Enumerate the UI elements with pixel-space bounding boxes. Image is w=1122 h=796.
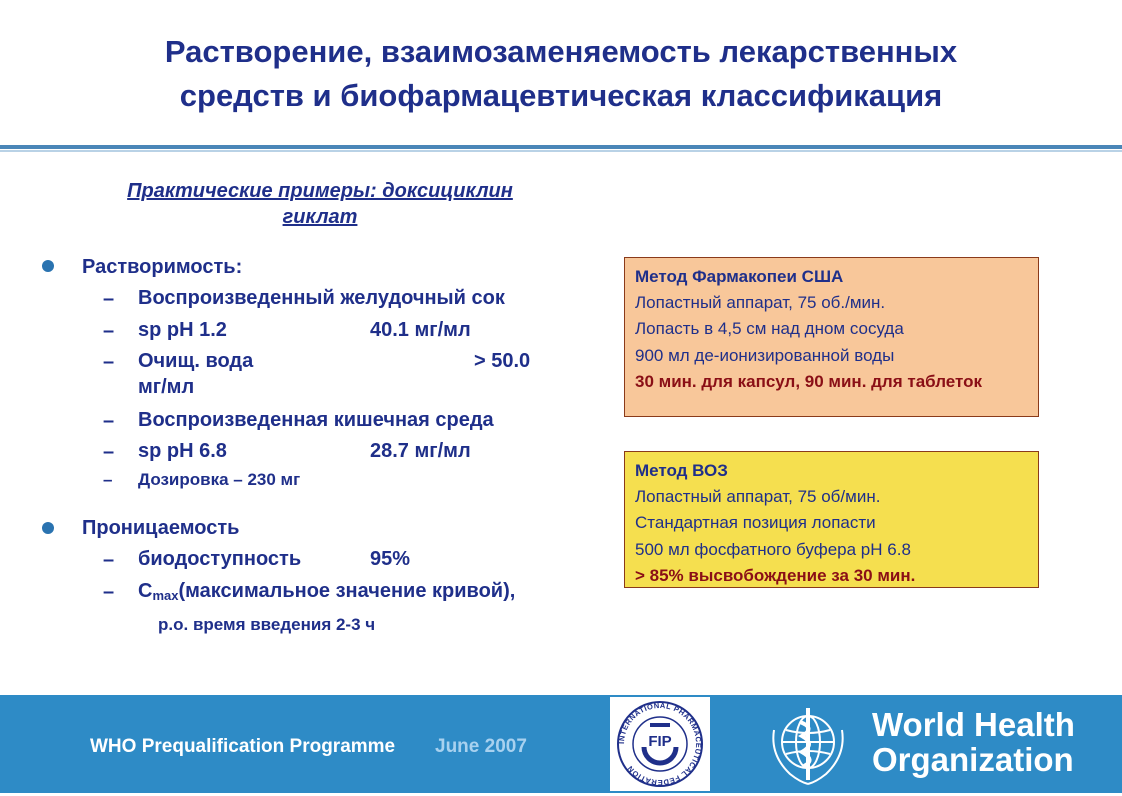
dash-marker: – bbox=[103, 320, 115, 342]
who-wordmark-line-2: Organization bbox=[872, 741, 1074, 778]
fip-ring-text: INTERNATIONAL PHARMACEUTICAL FEDERATION bbox=[616, 700, 704, 788]
permeability-item-1: биодоступность bbox=[138, 548, 302, 570]
solubility-item-2: sp pH 1.2 bbox=[138, 319, 227, 341]
who-wordmark-line-1: World Health bbox=[872, 706, 1075, 743]
who-wordmark bbox=[872, 707, 1075, 777]
solubility-heading: Растворимость: bbox=[82, 256, 243, 278]
cmax-description: (максимальное значение кривой), bbox=[178, 580, 516, 602]
solubility-value-2: 40.1 мг/мл bbox=[370, 319, 471, 341]
fip-logo bbox=[610, 697, 710, 791]
who-box-line-2: Стандартная позиция лопасти bbox=[635, 513, 876, 533]
usp-box-line-1: Лопастный аппарат, 75 об./мин. bbox=[635, 293, 886, 313]
who-box-emphasis: > 85% высвобождение за 30 мин. bbox=[635, 565, 916, 585]
solubility-item-4: Воспроизведенная кишечная среда bbox=[138, 409, 494, 431]
solubility-item-3: Очищ. вода bbox=[138, 350, 254, 372]
bullet-icon bbox=[42, 260, 54, 272]
footer-date: June 2007 bbox=[435, 736, 527, 757]
solubility-item-5: sp pH 6.8 bbox=[138, 440, 227, 462]
solubility-value-3: > 50.0 bbox=[474, 350, 531, 372]
solubility-item-6: Дозировка – 230 мг bbox=[138, 470, 301, 489]
solubility-value-5: 28.7 мг/мл bbox=[370, 440, 471, 462]
usp-box-title: Метод Фармакопеи США bbox=[635, 267, 844, 286]
title-divider-shadow bbox=[0, 150, 1122, 152]
permeability-value-1: 95% bbox=[370, 548, 411, 570]
title-divider bbox=[0, 145, 1122, 149]
dash-marker: – bbox=[103, 351, 115, 373]
dash-marker: – bbox=[103, 410, 115, 432]
cmax-symbol: C bbox=[138, 580, 153, 602]
permeability-item-2-detail: p.o. время введения 2-3 ч bbox=[158, 615, 376, 634]
usp-box-line-2: Лопасть в 4,5 см над дном сосуда bbox=[635, 319, 904, 339]
slide-title bbox=[0, 30, 1122, 118]
usp-box-emphasis: 30 мин. для капсул, 90 мин. для таблеток bbox=[635, 371, 983, 391]
cmax-subscript: max bbox=[152, 588, 179, 603]
dash-marker: – bbox=[103, 581, 115, 603]
subtitle-line-2: гиклат bbox=[282, 206, 358, 228]
usp-box-line-3: 900 мл де-ионизированной воды bbox=[635, 345, 895, 365]
title-line-1: Растворение, взаимозаменяемость лекарственных bbox=[164, 34, 958, 69]
permeability-heading: Проницаемость bbox=[82, 517, 240, 539]
permeability-item-2 bbox=[138, 578, 515, 609]
dash-marker: – bbox=[103, 470, 113, 489]
who-emblem-icon bbox=[760, 700, 856, 790]
fip-abbr: FIP bbox=[648, 733, 672, 750]
solubility-item-1: Воспроизведенный желудочный сок bbox=[138, 287, 505, 309]
solubility-item-3-unit: мг/мл bbox=[138, 376, 195, 398]
usp-method-box bbox=[624, 257, 1039, 417]
section-subtitle bbox=[60, 178, 580, 230]
dash-marker: – bbox=[103, 441, 115, 463]
who-box-title: Метод ВОЗ bbox=[635, 461, 728, 480]
title-line-2: средств и биофармацевтическая классификация bbox=[179, 78, 943, 113]
dash-marker: – bbox=[103, 549, 115, 571]
who-box-line-1: Лопастный аппарат, 75 об/мин. bbox=[635, 487, 881, 507]
who-box-line-3: 500 мл фосфатного буфера pH 6.8 bbox=[635, 539, 911, 559]
dash-marker: – bbox=[103, 288, 115, 310]
who-method-box bbox=[624, 451, 1039, 588]
footer-programme: WHO Prequalification Programme bbox=[90, 736, 396, 757]
fip-logo-icon bbox=[610, 697, 710, 791]
bullet-icon bbox=[42, 522, 54, 534]
subtitle-line-1: Практические примеры: доксициклин bbox=[127, 180, 513, 202]
